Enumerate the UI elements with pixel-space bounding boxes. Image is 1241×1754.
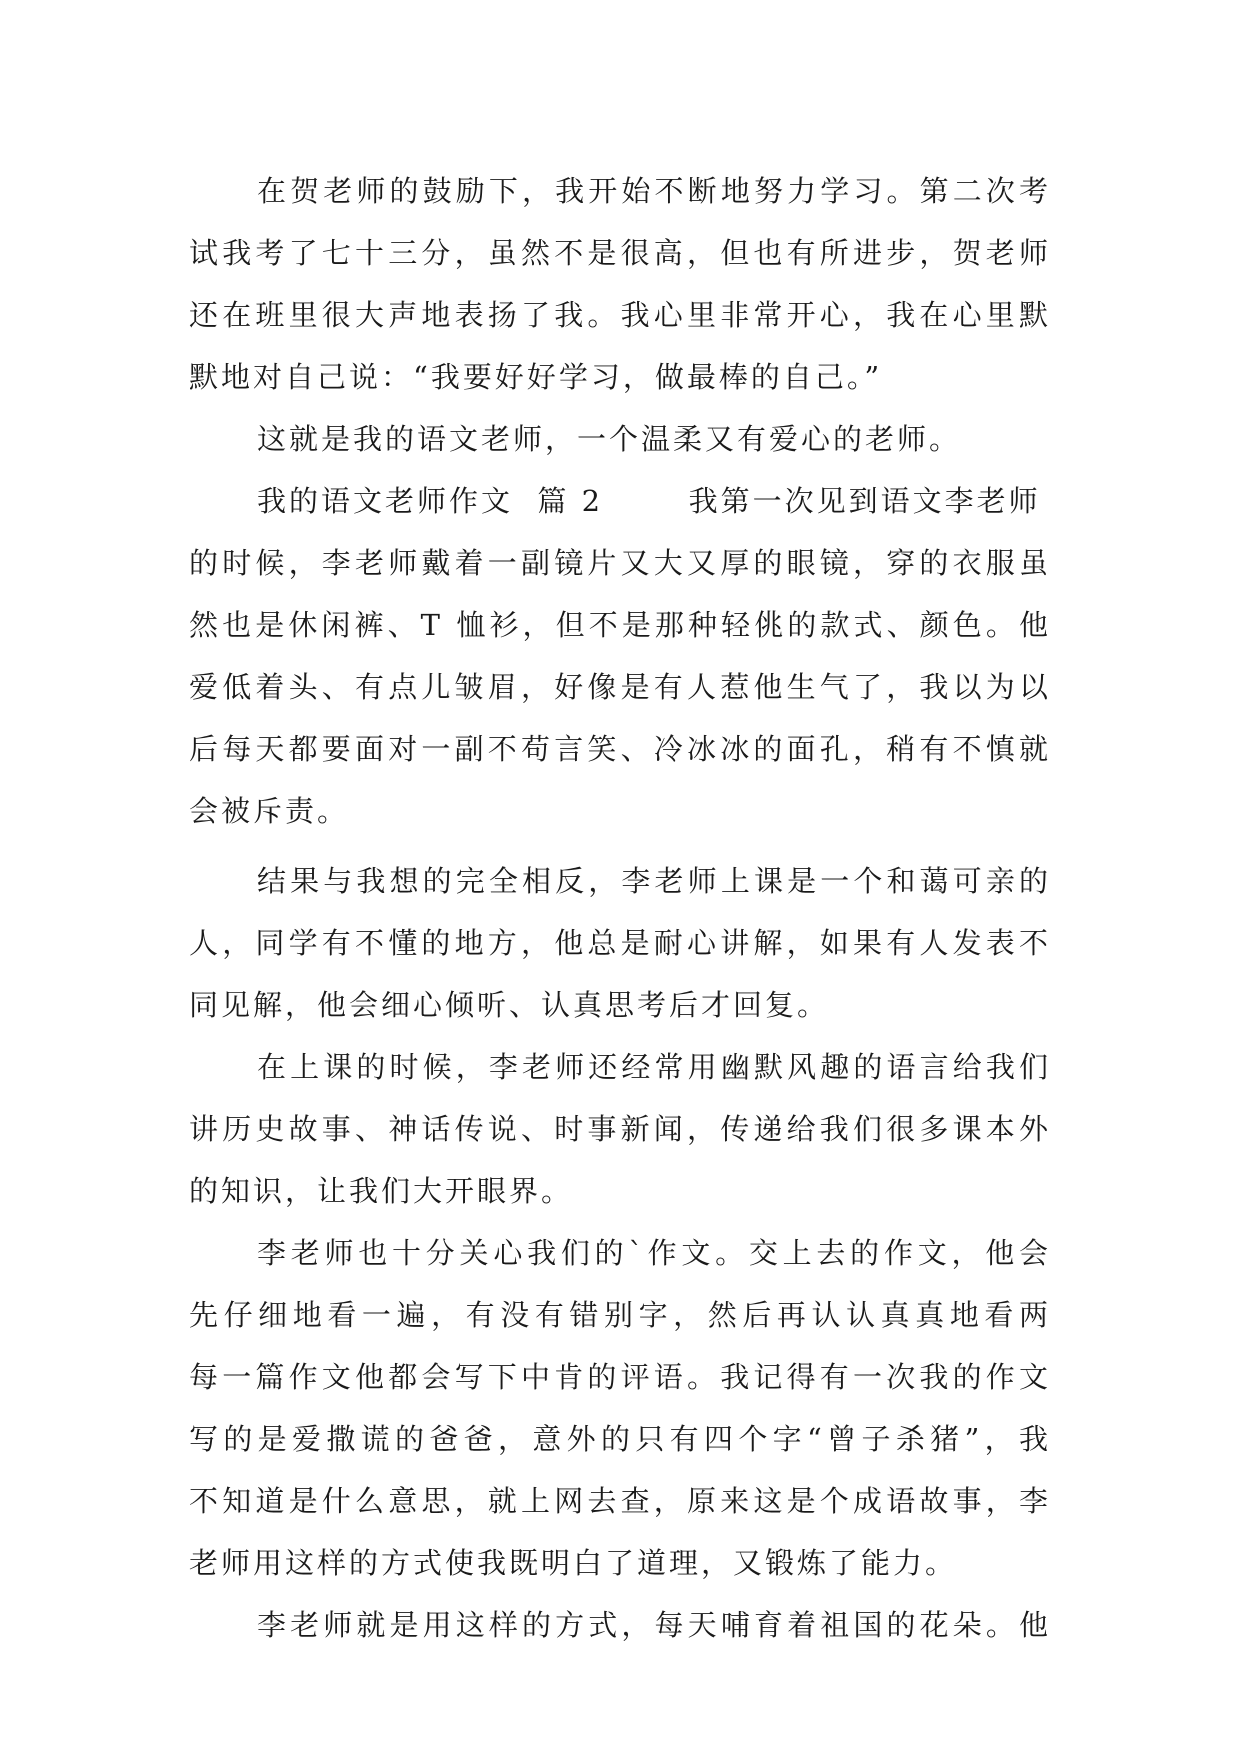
text-line: 后每天都要面对一副不苟言笑、冷冰冰的面孔，稍有不慎就 [189, 732, 1051, 766]
text-line: 结果与我想的完全相反，李老师上课是一个和蔼可亲的 [257, 864, 1051, 898]
text-line: 同见解，他会细心倾听、认真思考后才回复。 [189, 988, 830, 1022]
text-line: 这就是我的语文老师，一个温柔又有爱心的老师。 [257, 422, 962, 456]
text-line: 写的是爱撒谎的爸爸，意外的只有四个字“曾子杀猪”，我 [189, 1422, 1051, 1456]
text-line: 李老师也十分关心我们的`作文。交上去的作文，他会 [257, 1236, 1051, 1270]
text-line: 讲历史故事、神话传说、时事新闻，传递给我们很多课本外 [189, 1112, 1051, 1146]
text-line: 在上课的时候，李老师还经常用幽默风趣的语言给我们 [257, 1050, 1051, 1084]
text-line: 人，同学有不懂的地方，他总是耐心讲解，如果有人发表不 [189, 926, 1051, 960]
text-line: 老师用这样的方式使我既明白了道理，又锻炼了能力。 [189, 1546, 958, 1580]
paragraph-gap [189, 842, 1051, 850]
text-line: 还在班里很大声地表扬了我。我心里非常开心，我在心里默 [189, 298, 1051, 332]
text-line: 试我考了七十三分，虽然不是很高，但也有所进步，贺老师 [189, 236, 1051, 270]
document-body [189, 160, 1051, 1656]
text-line: 李老师就是用这样的方式，每天哺育着祖国的花朵。他 [257, 1608, 1051, 1642]
text-line: 每一篇作文他都会写下中肯的评语。我记得有一次我的作文 [189, 1360, 1051, 1394]
text-line: 不知道是什么意思，就上网去查，原来这是个成语故事，李 [189, 1484, 1051, 1518]
text-line: 在贺老师的鼓励下，我开始不断地努力学习。第二次考 [257, 174, 1051, 208]
text-line: 爱低着头、有点儿皱眉，好像是有人惹他生气了，我以为以 [189, 670, 1051, 704]
section-heading-line: 我的语文老师作文 篇 2 我第一次见到语文李老师 [257, 484, 1041, 518]
text-line: 先仔细地看一遍，有没有错别字，然后再认认真真地看两 [189, 1298, 1051, 1332]
text-line: 会被斥责。 [189, 794, 350, 828]
text-line: 然也是休闲裤、T 恤衫，但不是那种轻佻的款式、颜色。他 [189, 608, 1051, 642]
text-line: 的时候，李老师戴着一副镜片又大又厚的眼镜，穿的衣服虽 [189, 546, 1051, 580]
text-line: 默地对自己说：“我要好好学习，做最棒的自己。” [189, 360, 883, 394]
text-line: 的知识，让我们大开眼界。 [189, 1174, 574, 1208]
